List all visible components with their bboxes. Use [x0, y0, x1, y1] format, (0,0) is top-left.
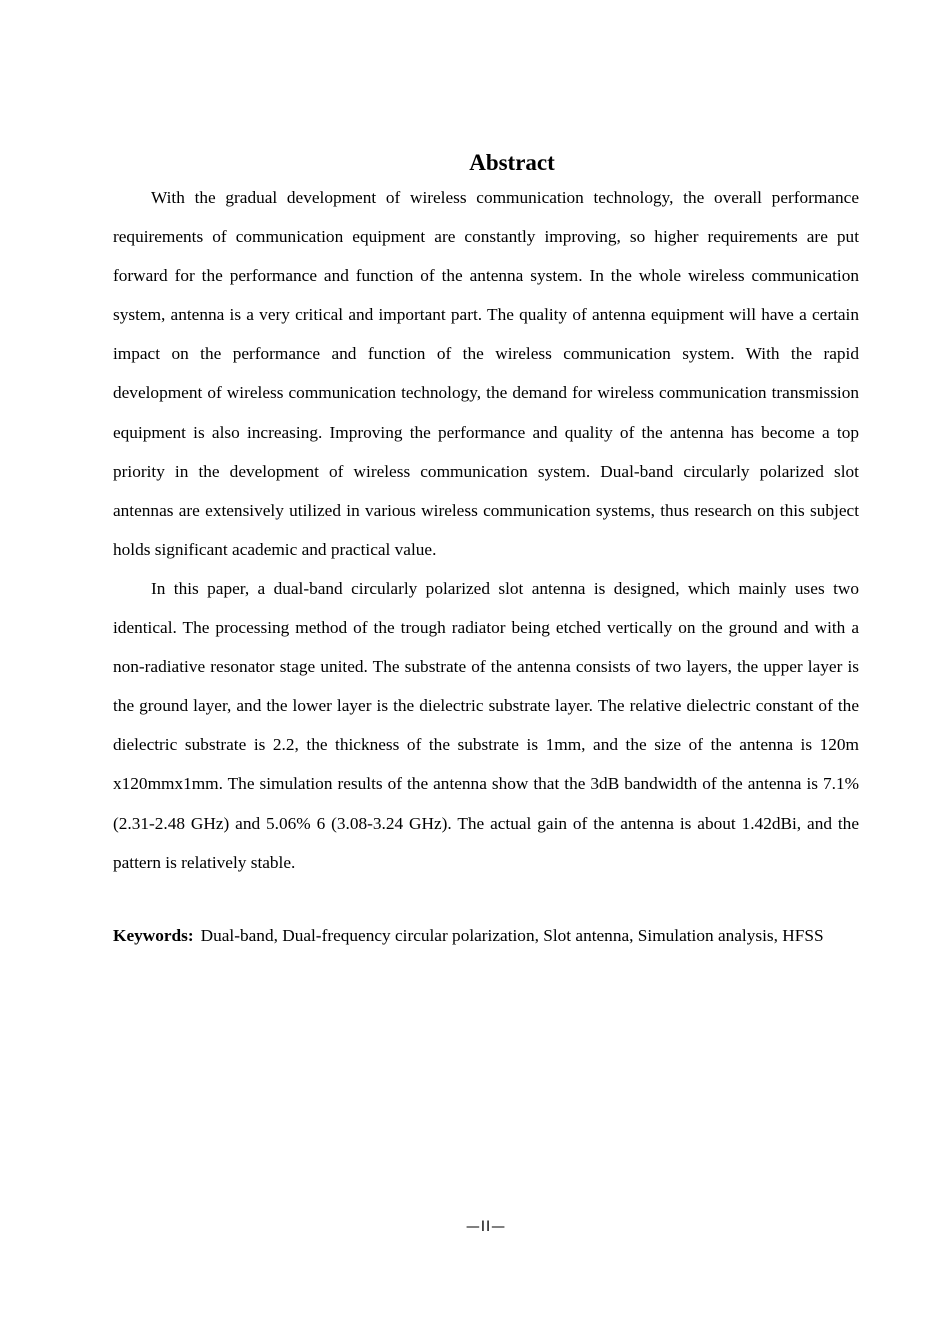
- page-number: —II—: [465, 1219, 507, 1235]
- keywords-label: Keywords:: [113, 925, 194, 945]
- abstract-paragraph-1: With the gradual development of wireless communication technology, the overall performance requirements of communication equipment are constantly improving, so higher requirements are put forward for the performance and function of the antenna system. In the whole wireless communication system, antenna is a very critical and important part. The quality of antenna equipment will have a certain impact on the performance and function of the wireless communication system. With the rapid development of wireless communication technology, the demand for wireless communication transmission equipment is also increasing. Improving the performance and quality of the antenna has become a top priority in the development of wireless communication system. Dual-band circularly polarized slot antennas are extensively utilized in various wireless communication systems, thus research on this subject holds significant academic and practical value.: [113, 188, 859, 559]
- keywords-block: [113, 916, 859, 955]
- abstract-title: Abstract: [469, 150, 555, 175]
- keywords-text: Dual-band, Dual-frequency circular polarization, Slot antenna, Simulation analysis, HFSS: [200, 925, 824, 945]
- abstract-page: [113, 140, 859, 955]
- abstract-paragraph-2: In this paper, a dual-band circularly polarized slot antenna is designed, which mainly uses two identical. The processing method of the trough radiator being etched vertically on the ground and with a non-radiative resonator stage united. The substrate of the antenna consists of two layers, the upper layer is the ground layer, and the lower layer is the dielectric substrate layer. The relative dielectric constant of the dielectric substrate is 2.2, the thickness of the substrate is 1mm, and the size of the antenna is 120m x120mmx1mm. The simulation results of the antenna show that the 3dB bandwidth of the antenna is 7.1% (2.31-2.48 GHz) and 5.06% 6 (3.08-3.24 GHz). The actual gain of the antenna is about 1.42dBi, and the pattern is relatively stable.: [113, 578, 859, 872]
